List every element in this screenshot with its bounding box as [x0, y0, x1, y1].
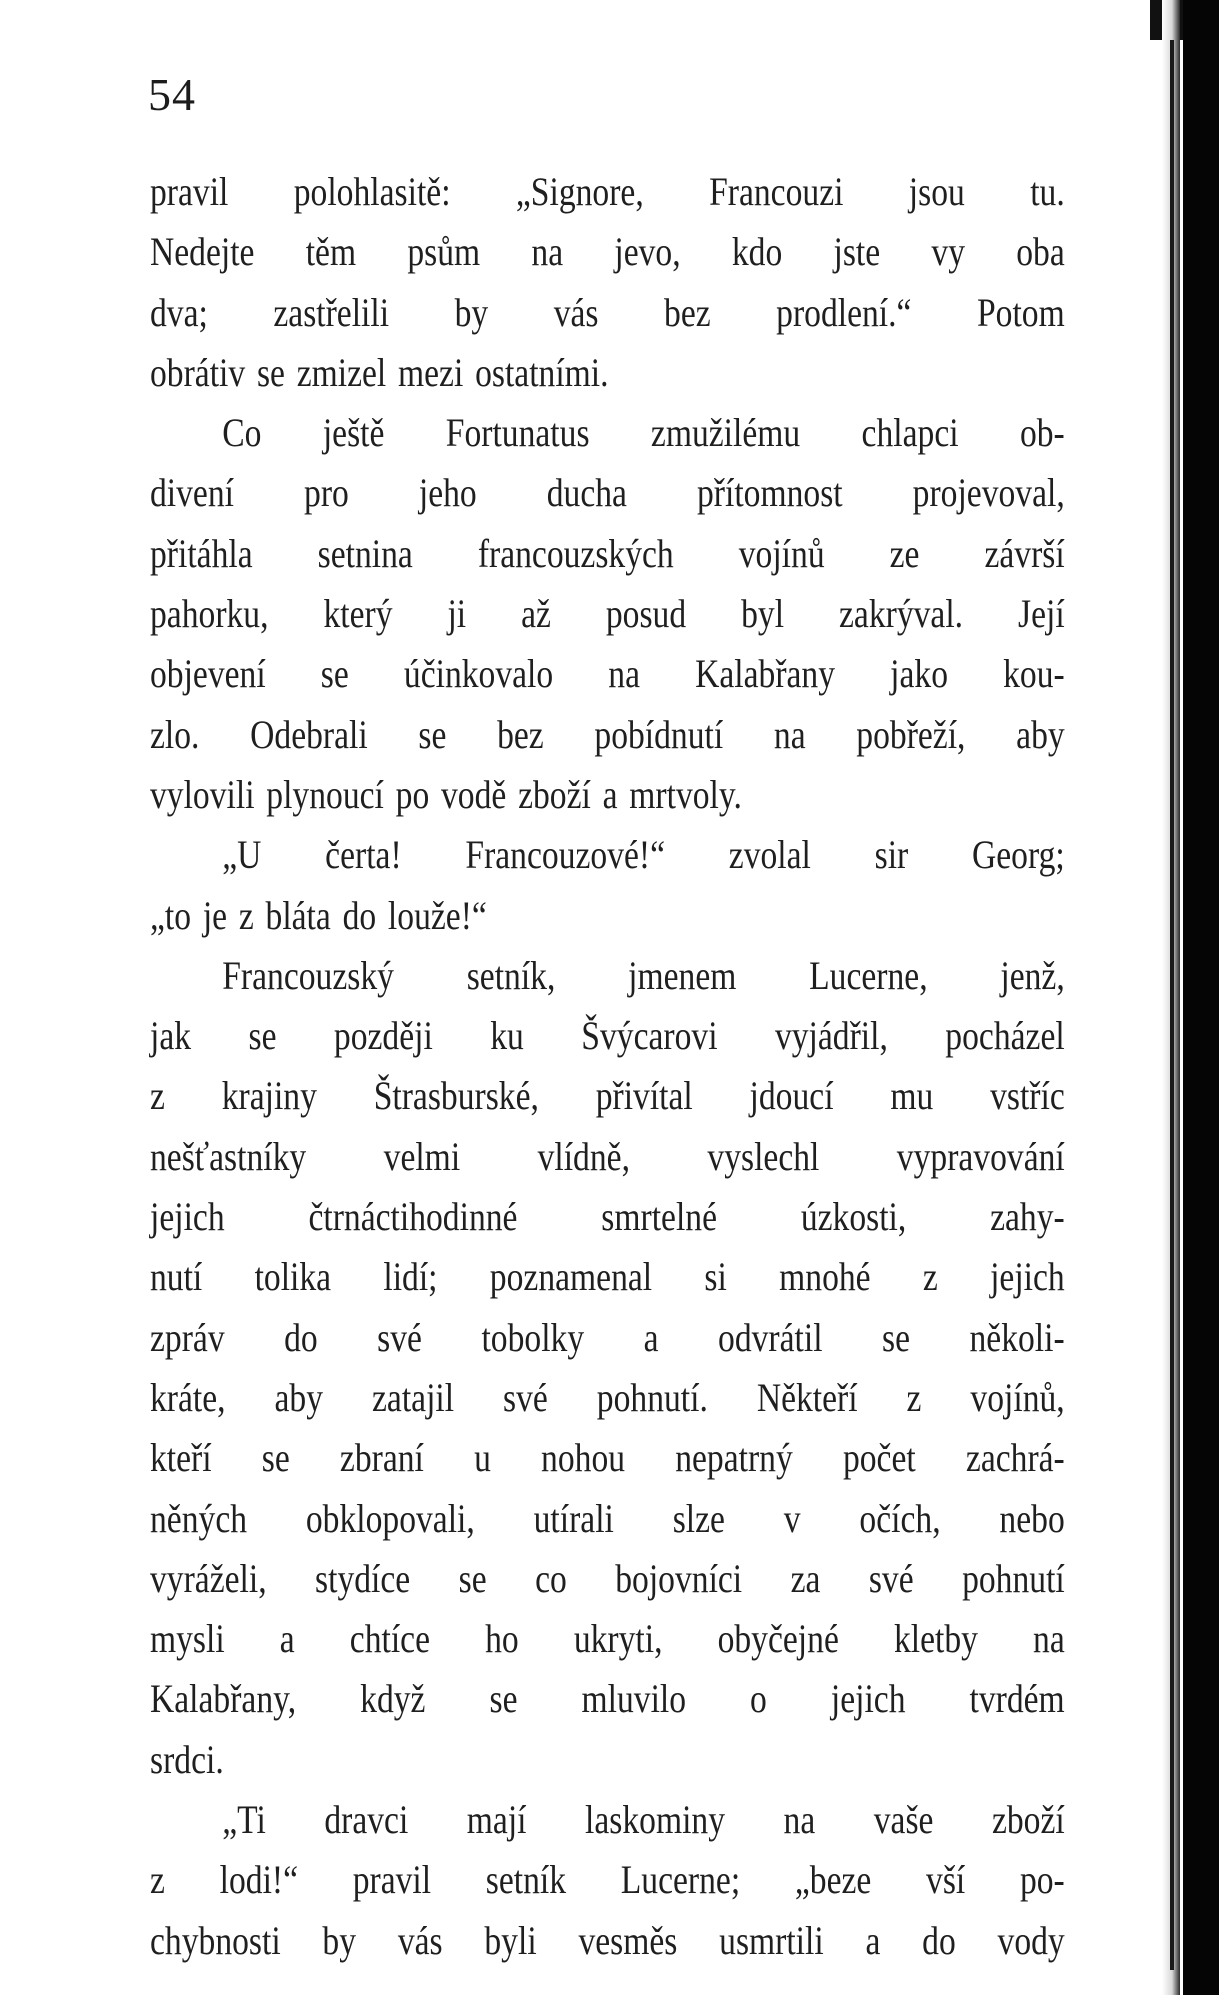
word: vojínů, — [970, 1374, 1065, 1420]
word: na — [1033, 1616, 1065, 1662]
word: vesměs — [578, 1917, 678, 1963]
word: vás — [397, 1917, 443, 1963]
word: z — [150, 1857, 165, 1903]
word: čtrnáctihodinné — [308, 1194, 518, 1240]
word: na — [773, 711, 806, 757]
word: lodi!“ — [219, 1857, 299, 1903]
word: po- — [1019, 1857, 1065, 1903]
word: prodlení.“ — [776, 289, 912, 335]
word: by — [322, 1917, 357, 1963]
word: pravil — [352, 1857, 432, 1903]
text-line — [150, 349, 1065, 409]
word: „beze — [794, 1857, 872, 1903]
word: jsou — [908, 169, 965, 214]
word: vyjádřil, — [774, 1013, 888, 1059]
word: tvrdém — [969, 1676, 1065, 1722]
word: vojínů — [738, 530, 825, 576]
word: ob- — [1019, 410, 1065, 456]
word: chybnosti — [150, 1917, 281, 1963]
word: „Ti — [222, 1797, 266, 1843]
word: své — [377, 1314, 422, 1360]
word: setnina — [317, 530, 413, 576]
text-line — [150, 1615, 1065, 1675]
word: setník — [485, 1857, 567, 1903]
word: ducha — [546, 470, 627, 516]
word: jako — [890, 651, 948, 697]
word: laskominy — [585, 1797, 726, 1843]
word: Kalabřany, — [150, 1676, 297, 1722]
word: vlídně, — [537, 1133, 630, 1179]
word: zachrá- — [965, 1435, 1065, 1481]
scan-binding-edge — [1183, 0, 1219, 1995]
word: se — [489, 1676, 518, 1722]
word: poznamenal — [489, 1254, 653, 1300]
word: se — [418, 711, 447, 757]
word: na — [531, 229, 564, 275]
word: je — [202, 892, 228, 938]
word: pocházel — [945, 1013, 1065, 1059]
word: z — [906, 1374, 922, 1420]
word: přitáhla — [150, 530, 253, 576]
word: lidí; — [383, 1254, 438, 1300]
word: ho — [485, 1616, 519, 1662]
word: kteří — [150, 1435, 212, 1481]
text-line — [150, 952, 1065, 1012]
word: nepatrný — [675, 1435, 793, 1481]
word: louže!“ — [387, 892, 487, 938]
word: se — [256, 349, 285, 395]
word: zmužilému — [650, 410, 801, 456]
word: Nedejte — [150, 229, 255, 275]
word: Georg; — [972, 832, 1065, 878]
word: nohou — [541, 1435, 626, 1481]
word: pohnutí — [962, 1555, 1065, 1601]
word: co — [535, 1555, 567, 1601]
word: „to — [150, 892, 192, 938]
text-line — [150, 711, 1065, 771]
text-line — [150, 1495, 1065, 1555]
word: zboží — [518, 771, 591, 817]
word: a — [865, 1917, 881, 1963]
word: vstříc — [990, 1073, 1065, 1119]
word: se — [320, 651, 349, 697]
word: vypravování — [896, 1133, 1065, 1179]
word: objevení — [150, 651, 266, 697]
word: chlapci — [861, 410, 959, 456]
word: byl — [741, 591, 785, 637]
word: ji — [447, 591, 467, 637]
word: projevoval, — [912, 470, 1065, 516]
word: Fortunatus — [445, 410, 590, 456]
text-line — [150, 1012, 1065, 1072]
word: vší — [926, 1857, 966, 1903]
word: francouzských — [477, 530, 674, 576]
text-line — [150, 168, 1065, 228]
word: na — [608, 651, 641, 697]
word: smrtelné — [601, 1194, 717, 1240]
word: zboží — [991, 1797, 1065, 1843]
word: účinkovalo — [403, 651, 554, 697]
word: utírali — [533, 1495, 614, 1541]
word: velmi — [383, 1133, 461, 1179]
text-line — [150, 469, 1065, 529]
word: mnohé — [779, 1254, 871, 1300]
word: bez — [497, 711, 544, 757]
word: vaše — [873, 1797, 934, 1843]
word: kletby — [893, 1616, 978, 1662]
word: Někteří — [756, 1374, 858, 1420]
word: kou- — [1003, 651, 1065, 697]
word: Francouzský — [222, 952, 394, 998]
word: jejich — [990, 1254, 1065, 1300]
page-edge-rule — [1170, 40, 1174, 1970]
word: jejich — [150, 1194, 225, 1240]
word: mrtvoly. — [629, 771, 742, 817]
word: Kalabřany — [695, 651, 836, 697]
word: obrátiv — [150, 349, 246, 395]
word: posud — [605, 591, 687, 637]
word: vyslechl — [707, 1133, 820, 1179]
word: a — [279, 1616, 295, 1662]
word: pahorku, — [150, 591, 269, 637]
word: aby — [1016, 711, 1065, 757]
word: závrší — [984, 530, 1065, 576]
word: mluvilo — [581, 1676, 687, 1722]
word: byli — [484, 1917, 537, 1963]
word: jmenem — [628, 952, 737, 998]
word: sir — [874, 832, 909, 878]
word: aby — [274, 1374, 324, 1420]
text-line — [150, 1796, 1065, 1856]
word: tobolky — [481, 1314, 585, 1360]
word: Francouzové!“ — [465, 832, 666, 878]
text-line — [150, 1072, 1065, 1132]
text-line — [150, 1917, 1065, 1977]
word: chtíce — [349, 1616, 431, 1662]
body-text — [150, 168, 1065, 1977]
word: až — [521, 591, 551, 637]
word: setník, — [466, 952, 556, 998]
word: Její — [1018, 591, 1065, 637]
word: jeho — [418, 470, 477, 516]
text-line — [150, 1133, 1065, 1193]
word: z — [238, 892, 254, 938]
word: usmrtili — [719, 1917, 824, 1963]
word: se — [882, 1314, 911, 1360]
word: pobídnutí — [594, 711, 724, 757]
word: pravil — [150, 169, 229, 214]
word: jevo, — [614, 229, 681, 275]
word: dva; — [150, 289, 208, 335]
text-line — [150, 228, 1065, 288]
text-line — [150, 1555, 1065, 1615]
text-line — [150, 530, 1065, 590]
word: se — [261, 1435, 290, 1481]
word: se — [248, 1013, 277, 1059]
word: zahy- — [990, 1194, 1065, 1240]
word: zlo. — [150, 711, 200, 757]
text-line — [150, 1253, 1065, 1313]
word: za — [790, 1555, 821, 1601]
text-line — [150, 289, 1065, 349]
word: ostatními. — [475, 349, 609, 395]
word: mezi — [398, 349, 464, 395]
text-line — [150, 1374, 1065, 1434]
word: mu — [890, 1073, 934, 1119]
word: ukryti, — [573, 1616, 663, 1662]
word: své — [868, 1555, 914, 1601]
word: mají — [466, 1797, 527, 1843]
word: do — [922, 1917, 956, 1963]
word: o — [750, 1676, 767, 1722]
word: jenž, — [1000, 952, 1065, 998]
word: Francouzi — [709, 169, 844, 214]
text-line — [150, 1193, 1065, 1253]
word: obklopovali, — [305, 1495, 475, 1541]
word: v — [783, 1495, 801, 1541]
word: zbraní — [339, 1435, 424, 1481]
word: z — [922, 1254, 938, 1300]
word: Lucerne; — [620, 1857, 741, 1903]
word: vodě — [441, 771, 507, 817]
word: pro — [304, 470, 349, 516]
word: divení — [150, 470, 234, 516]
word: vyráželi, — [150, 1555, 267, 1601]
word: přítomnost — [697, 470, 843, 516]
word: polohlasitě: — [293, 169, 451, 214]
word: pobřeží, — [856, 711, 966, 757]
word: zastřelili — [273, 289, 390, 335]
word: kdo — [731, 229, 783, 275]
text-line — [150, 831, 1065, 891]
page-number: 54 — [148, 69, 196, 120]
word: ještě — [322, 410, 385, 456]
word: čerta! — [325, 832, 402, 878]
text-line — [150, 771, 1065, 831]
word: zpráv — [150, 1314, 225, 1360]
word: bojovníci — [615, 1555, 743, 1601]
word: do — [342, 892, 377, 938]
word: po — [395, 771, 430, 817]
text-line — [150, 1434, 1065, 1494]
word: a — [602, 771, 618, 817]
word: bláta — [265, 892, 331, 938]
word: ze — [889, 530, 920, 576]
word: vy — [931, 229, 965, 275]
word: přivítal — [595, 1073, 693, 1119]
word: plynoucí — [266, 771, 384, 817]
word: krajiny — [221, 1073, 317, 1119]
word: ku — [490, 1013, 524, 1059]
word: oba — [1016, 229, 1065, 275]
word: nebo — [999, 1495, 1065, 1541]
word: „Signore, — [515, 169, 644, 214]
word: úzkosti, — [800, 1194, 907, 1240]
word: Štrasburské, — [373, 1073, 539, 1119]
word: počet — [842, 1435, 916, 1481]
word: vás — [553, 289, 599, 335]
word: jejich — [830, 1676, 906, 1722]
word: mysli — [150, 1616, 225, 1662]
text-line — [150, 1314, 1065, 1374]
word: vody — [997, 1917, 1065, 1963]
word: „U — [222, 832, 262, 878]
word: který — [323, 591, 393, 637]
text-line — [150, 1736, 1065, 1796]
text-line — [150, 1856, 1065, 1916]
word: jste — [833, 229, 881, 275]
word: těm — [305, 229, 357, 275]
word: Odebrali — [250, 711, 368, 757]
word: si — [704, 1254, 727, 1300]
word: psům — [407, 229, 481, 275]
word: nešťastníky — [150, 1133, 307, 1179]
word: několi- — [969, 1314, 1065, 1360]
word: tu. — [1030, 169, 1065, 214]
word: Lucerne, — [809, 952, 928, 998]
word: se — [458, 1555, 487, 1601]
word: pohnutí. — [596, 1374, 708, 1420]
word: očích, — [859, 1495, 941, 1541]
word: zvolal — [728, 832, 811, 878]
word: na — [783, 1797, 816, 1843]
word: stydíce — [315, 1555, 411, 1601]
word: obyčejné — [717, 1616, 839, 1662]
word: tolika — [254, 1254, 332, 1300]
word: jak — [150, 1013, 192, 1059]
word: zakrýval. — [839, 591, 964, 637]
word: slze — [672, 1495, 725, 1541]
word: z — [150, 1073, 165, 1119]
word: by — [454, 289, 489, 335]
word: vylovili — [150, 771, 255, 817]
word: u — [474, 1435, 491, 1481]
text-line — [150, 892, 1065, 952]
word: kráte, — [150, 1374, 226, 1420]
word: když — [360, 1676, 426, 1722]
word: zmizel — [296, 349, 387, 395]
word: Co — [222, 410, 262, 456]
word: něných — [150, 1495, 248, 1541]
word: dravci — [324, 1797, 409, 1843]
word: a — [643, 1314, 659, 1360]
word: později — [333, 1013, 433, 1059]
text-line — [150, 590, 1065, 650]
word: bez — [664, 289, 711, 335]
word: zatajil — [371, 1374, 455, 1420]
text-line — [150, 650, 1065, 710]
word: do — [284, 1314, 318, 1360]
word: srdci. — [150, 1736, 224, 1782]
word: jdoucí — [749, 1073, 834, 1119]
word: nutí — [150, 1254, 203, 1300]
text-line — [150, 1675, 1065, 1735]
word: Potom — [976, 289, 1065, 335]
word: Švýcarovi — [581, 1013, 718, 1059]
word: své — [503, 1374, 548, 1420]
word: odvrátil — [718, 1314, 823, 1360]
text-line — [150, 409, 1065, 469]
